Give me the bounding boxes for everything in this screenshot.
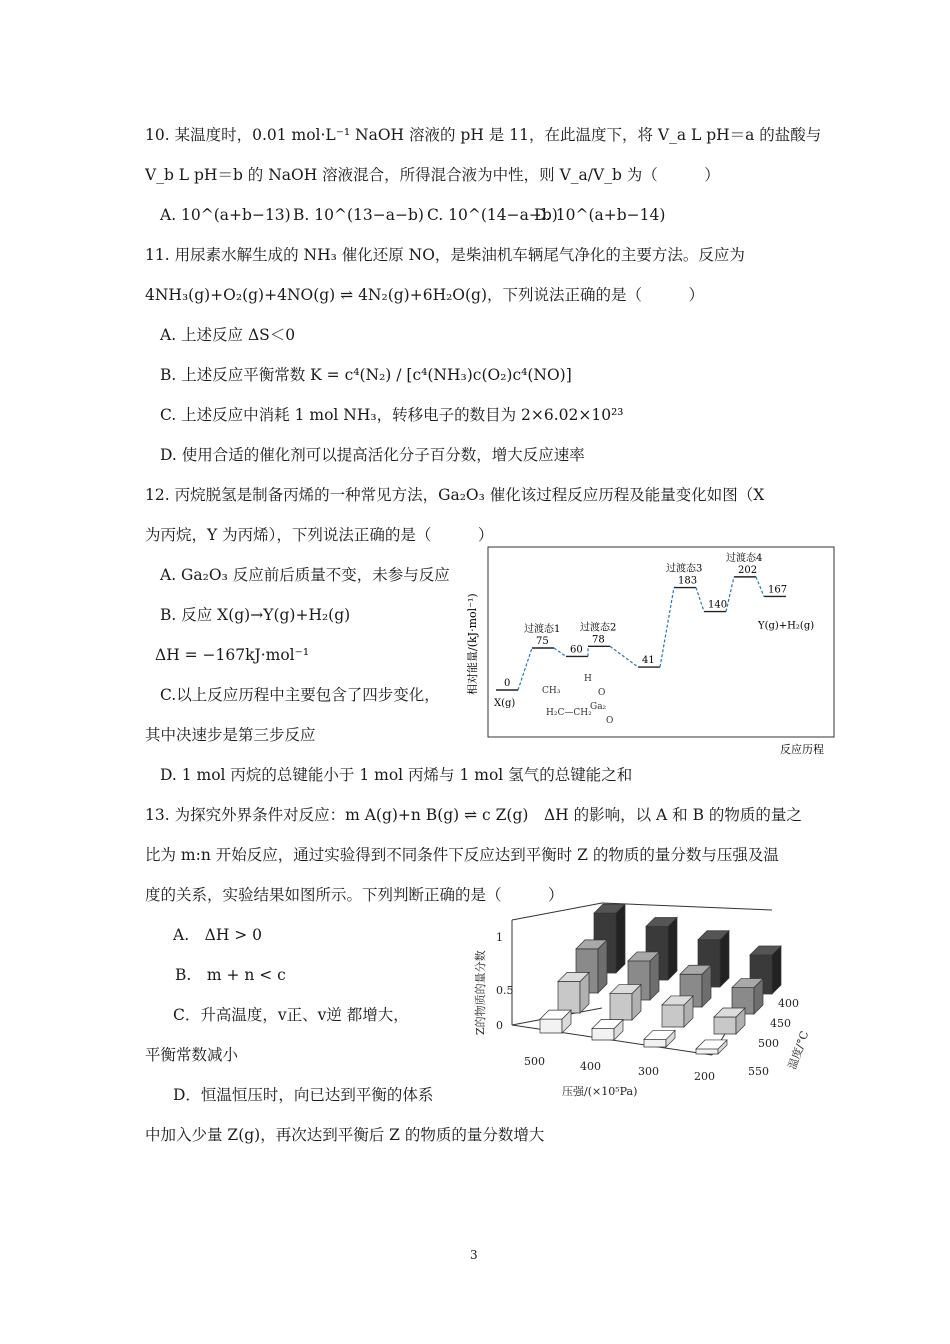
level-label: 过渡态2 bbox=[580, 622, 617, 634]
bar3d-chart bbox=[462, 895, 812, 1105]
q13-option-c: C．升高温度，v正、v逆 都增大， bbox=[173, 1006, 409, 1024]
q10-option-b: B. 10^(13−a−b) bbox=[293, 206, 424, 224]
energy-connector bbox=[756, 577, 764, 597]
bar-side bbox=[668, 917, 677, 980]
energy-value: 202 bbox=[738, 564, 758, 576]
temperature-tick: 450 bbox=[770, 1017, 791, 1030]
temperature-tick: 550 bbox=[748, 1065, 769, 1078]
energy-connector bbox=[660, 588, 674, 668]
bar-front bbox=[696, 1049, 718, 1054]
bar-front bbox=[644, 1039, 666, 1047]
energy-profile-chart bbox=[462, 545, 842, 760]
q10-line1: 10. 某温度时，0.01 mol·L⁻¹ NaOH 溶液的 pH 是 11，在此温度下，将 V_a L pH＝a 的盐酸与 bbox=[145, 126, 822, 144]
level-label: X(g) bbox=[494, 698, 516, 709]
structure-label: Ga₂ bbox=[590, 702, 607, 712]
bar-front bbox=[558, 982, 580, 1014]
bar-front bbox=[540, 1019, 562, 1033]
energy-value: 78 bbox=[592, 634, 605, 646]
level-label: Y(g)+H₂(g) bbox=[758, 620, 815, 632]
bar-front bbox=[610, 994, 632, 1020]
structure-label: H₂C—CH₂ bbox=[546, 708, 592, 718]
bar-front bbox=[592, 1029, 614, 1040]
structure-label: H bbox=[584, 674, 592, 684]
y-axis-label: 相对能量/(kJ·mol⁻¹) bbox=[466, 593, 479, 695]
pressure-tick: 400 bbox=[580, 1060, 601, 1073]
q11-option-a: A. 上述反应 ΔS＜0 bbox=[160, 326, 296, 344]
y-label: 温度/°C bbox=[785, 1029, 812, 1072]
z-tick: 1 bbox=[496, 931, 503, 944]
energy-connector bbox=[726, 577, 734, 612]
q12-option-b: B. 反应 X(g)→Y(g)+H₂(g) bbox=[160, 606, 351, 624]
q12-line1: 12. 丙烷脱氢是制备丙烯的一种常见方法，Ga₂O₃ 催化该过程反应历程及能量变化如图（X bbox=[145, 486, 765, 504]
q11-option-c: C. 上述反应中消耗 1 mol NH₃，转移电子的数目为 2×6.02×10²³ bbox=[160, 406, 624, 424]
page-number: 3 bbox=[470, 1248, 478, 1262]
level-label: 过渡态1 bbox=[524, 624, 561, 635]
temperature-tick: 500 bbox=[758, 1037, 779, 1050]
pressure-tick: 300 bbox=[638, 1065, 659, 1078]
energy-value: 140 bbox=[708, 599, 728, 611]
energy-connector bbox=[518, 648, 532, 690]
energy-value: 183 bbox=[678, 575, 698, 587]
structure-label: O bbox=[606, 716, 614, 726]
z-tick: 0.5 bbox=[496, 984, 514, 997]
q13-option-c-cont: 平衡常数减小 bbox=[145, 1046, 239, 1064]
energy-value: 41 bbox=[642, 655, 655, 667]
pressure-tick: 200 bbox=[694, 1070, 715, 1083]
q13-option-a: A. ΔH > 0 bbox=[173, 926, 263, 944]
energy-connector bbox=[554, 648, 566, 656]
bar-front bbox=[662, 1005, 684, 1027]
q11-line1: 11. 用尿素水解生成的 NH₃ 催化还原 NO，是柴油机车辆尾气净化的主要方法。反应为 bbox=[145, 246, 745, 264]
energy-value: 60 bbox=[570, 644, 583, 656]
q12-option-d: D. 1 mol 丙烷的总键能小于 1 mol 丙烯与 1 mol 氢气的总键能之和 bbox=[160, 766, 633, 784]
bar-side bbox=[616, 904, 625, 973]
energy-value: 167 bbox=[768, 584, 788, 596]
q13-line3: 度的关系，实验结果如图所示。下列判断正确的是（ ） bbox=[145, 886, 564, 904]
q13-option-b: B. m + n < c bbox=[175, 966, 286, 984]
x-axis-label: 反应历程 bbox=[780, 743, 824, 756]
z-label: Z的物质的量分数 bbox=[474, 950, 487, 1035]
q13-option-d-cont: 中加入少量 Z(g)，再次达到平衡后 Z 的物质的量分数增大 bbox=[145, 1126, 545, 1144]
energy-value: 0 bbox=[504, 678, 511, 689]
bar-side bbox=[720, 931, 729, 987]
top-edge bbox=[602, 903, 772, 910]
level-label: 过渡态4 bbox=[726, 552, 763, 564]
level-label: 过渡态3 bbox=[666, 563, 703, 575]
energy-connector bbox=[610, 646, 638, 667]
q12-line2: 为丙烷，Y 为丙烯），下列说法正确的是（ ） bbox=[145, 526, 494, 544]
structure-label: CH₃ bbox=[542, 686, 561, 696]
structure-label: O bbox=[598, 688, 606, 698]
q12-option-c-cont: 其中决速步是第三步反应 bbox=[145, 726, 316, 744]
q12-option-c: C.以上反应历程中主要包含了四步变化， bbox=[160, 686, 440, 704]
x-label: 压强/(×10⁵Pa) bbox=[562, 1085, 638, 1098]
energy-value: 75 bbox=[536, 636, 549, 647]
energy-connector bbox=[696, 588, 704, 612]
q10-option-d: D. 10^(a+b−14) bbox=[534, 206, 666, 224]
q10-line2: V_b L pH＝b 的 NaOH 溶液混合，所得混合液为中性，则 V_a/V_b 为（ ） bbox=[145, 166, 720, 184]
q10-option-a: A. 10^(a+b−13) bbox=[160, 206, 291, 224]
q11-option-d: D. 使用合适的催化剂可以提高活化分子百分数，增大反应速率 bbox=[160, 446, 585, 464]
q13-line2: 比为 m:n 开始反应，通过实验得到不同条件下反应达到平衡时 Z 的物质的量分数与压强及温 bbox=[145, 846, 779, 864]
z-tick: 0 bbox=[496, 1019, 503, 1032]
q11-line2: 4NH₃(g)+O₂(g)+4NO(g) ⇌ 4N₂(g)+6H₂O(g)，下列说法正确的是（ ） bbox=[145, 286, 705, 304]
q12-option-b-dh: ΔH = −167kJ·mol⁻¹ bbox=[155, 646, 310, 664]
bar-front bbox=[714, 1017, 736, 1034]
pressure-tick: 500 bbox=[524, 1055, 545, 1068]
q11-option-b: B. 上述反应平衡常数 K = c⁴(N₂) / [c⁴(NH₃)c(O₂)c⁴(NO)] bbox=[160, 366, 572, 384]
q13-option-d: D．恒温恒压时，向已达到平衡的体系 bbox=[173, 1086, 434, 1104]
back-edge bbox=[512, 903, 602, 920]
q12-option-a: A. Ga₂O₃ 反应前后质量不变，未参与反应 bbox=[160, 566, 450, 584]
q13-line1: 13. 为探究外界条件对反应：m A(g)+n B(g) ⇌ c Z(g) ΔH 的影响，以 A 和 B 的物质的量之 bbox=[145, 806, 802, 824]
q10-option-c: C. 10^(14−a−b) bbox=[427, 206, 558, 224]
temperature-tick: 400 bbox=[778, 997, 799, 1010]
